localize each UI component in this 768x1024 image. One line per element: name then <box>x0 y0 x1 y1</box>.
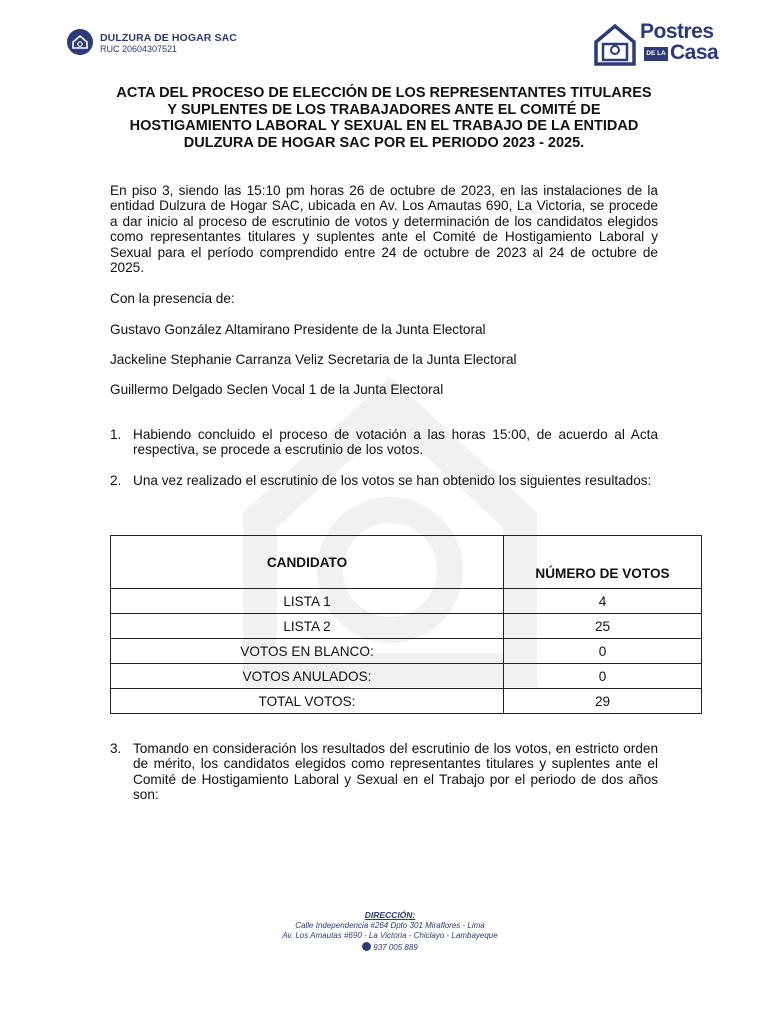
company-header <box>66 28 256 58</box>
brand-tag: DE LA <box>644 47 668 61</box>
brand-name-line2: Casa <box>670 41 719 64</box>
member-president: Gustavo González Altamirano Presidente de la Junta Electoral <box>110 322 486 337</box>
table-row <box>111 664 702 689</box>
member-vocal: Guillermo Delgado Seclen Vocal 1 de la Junta Electoral <box>110 382 444 397</box>
table-row <box>111 639 702 664</box>
footer-phone: 937 005 889 <box>373 942 418 952</box>
company-logo-icon <box>66 28 94 56</box>
votes-table <box>110 535 702 714</box>
item-text: Tomando en consideración los resultados del escrutinio de los votos, en estricto orden de mérito, los candidatos elegidos como representantes titulares y suplentes ante el Comité de Hostigamiento Laboral y Sexual en el Trabajo por el periodo de dos años son: <box>133 741 658 803</box>
table-header-row <box>111 536 702 589</box>
company-ruc: RUC 20604307521 <box>100 44 178 54</box>
table-row <box>111 589 702 614</box>
candidate-cell: TOTAL VOTOS: <box>111 689 504 714</box>
candidate-cell: LISTA 1 <box>111 589 504 614</box>
item-number: 2. <box>110 473 122 488</box>
votes-cell: 29 <box>504 689 702 714</box>
candidate-cell: VOTOS EN BLANCO: <box>111 639 504 664</box>
votes-cell: 0 <box>504 664 702 689</box>
votes-cell: 4 <box>504 589 702 614</box>
footer-address-line2: Av. Los Amautas #690 - La Victoria - Chiclayo - Lambayeque <box>282 931 498 940</box>
item-number: 1. <box>110 427 122 442</box>
footer-address <box>250 910 530 953</box>
brand-logo <box>592 20 722 68</box>
item-text: Una vez realizado el escrutinio de los votos se han obtenido los siguientes resultados: <box>133 473 652 488</box>
document-title: ACTA DEL PROCESO DE ELECCIÓN DE LOS REPRESENTANTES TITULARES Y SUPLENTES DE LOS TRABAJADORES ANTE EL COMITÉ DE HOSTIGAMIENTO LABORAL Y SEXUAL EN EL TRABAJO DE LA ENTIDAD DULZURA DE HOGAR SAC POR EL PERIODO 2023 - 2025. <box>116 85 652 151</box>
member-secretary: Jackeline Stephanie Carranza Veliz Secretaria de la Junta Electoral <box>110 352 517 367</box>
candidate-cell: VOTOS ANULADOS: <box>111 664 504 689</box>
votes-cell: 25 <box>504 614 702 639</box>
item-text: Habiendo concluido el proceso de votación a las horas 15:00, de acuerdo al Acta respectiva, se procede a escrutinio de los votos. <box>133 427 658 458</box>
company-name: DULZURA DE HOGAR SAC <box>100 32 237 44</box>
item-number: 3. <box>110 741 122 756</box>
intro-paragraph: En piso 3, siendo las 15:10 pm horas 26 de octubre de 2023, en las instalaciones de la entidad Dulzura de Hogar SAC, ubicada en Av. Los Amautas 690, La Victoria, se procede a dar inicio al proceso de escrutinio de votos y determinación de los candidatos elegidos como representantes titulares y suplentes ante el Comité de Hostigamiento Laboral y Sexual para el período comprendido entre 24 de octubre de 2023 al 24 de octubre de 2025. <box>110 183 658 276</box>
table-row <box>111 689 702 714</box>
header-candidate: CANDIDATO <box>111 536 504 589</box>
footer-phone-row <box>250 942 530 954</box>
footer-address-line1: Calle Independencia #264 Dpto 301 Miraflores - Lima <box>295 920 485 930</box>
votes-cell: 0 <box>504 639 702 664</box>
house-logo-icon <box>592 22 638 66</box>
brand-name-line1: Postres <box>640 20 714 43</box>
presence-label: Con la presencia de: <box>110 291 235 306</box>
candidate-cell: LISTA 2 <box>111 614 504 639</box>
header-votes: NÚMERO DE VOTOS <box>504 536 702 589</box>
whatsapp-icon <box>362 942 371 951</box>
table-row <box>111 614 702 639</box>
footer-title: DIRECCIÓN: <box>364 910 416 920</box>
